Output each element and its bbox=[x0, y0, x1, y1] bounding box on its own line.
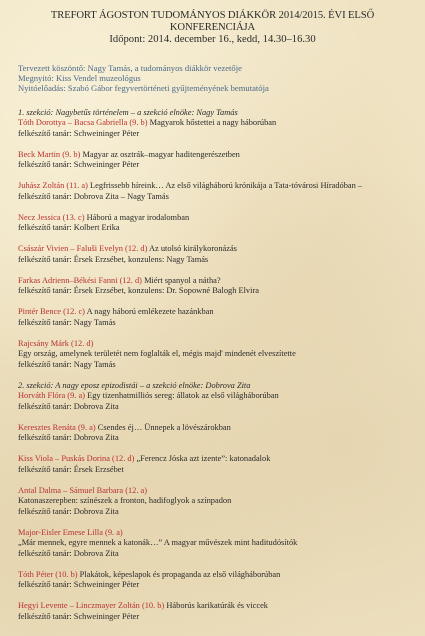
presentation-topic: A nagy háború emlékezete hazánkban bbox=[84, 307, 214, 317]
supervising-teacher: felkészítő tanár: Érsek Erzsébet, konzulens: Nagy Tamás bbox=[18, 254, 209, 264]
program-entry bbox=[18, 601, 417, 622]
presenter-names: Pintér Bence (12. c) bbox=[18, 307, 85, 317]
presentation-topic: Legfrissebb híreink… Az első világháború krónikája a Tata-tóvárosi Híradóban – bbox=[87, 181, 363, 191]
supervising-teacher: felkészítő tanár: Dobrova Zita bbox=[18, 548, 119, 558]
entry-heading bbox=[18, 486, 417, 497]
entry-heading bbox=[18, 276, 417, 287]
entry-heading bbox=[18, 423, 417, 434]
supervising-teacher: felkészítő tanár: Érsek Erzsébet bbox=[18, 464, 124, 474]
supervising-teacher: felkészítő tanár: Schweininger Péter bbox=[18, 160, 140, 170]
entry-heading bbox=[18, 391, 417, 402]
presentation-topic: Háború a magyar irodalomban bbox=[84, 212, 190, 222]
program-entry bbox=[18, 181, 417, 202]
conference-title: TREFORT ÁGOSTON TUDOMÁNYOS DIÁKKÖR 2014/2015. ÉVI ELSŐ KONFERENCIÁJA bbox=[50, 10, 375, 33]
presentation-topic: Magyarok hőstettei a nagy háborúban bbox=[147, 118, 277, 128]
program-entry bbox=[18, 339, 417, 371]
presenter-names: Juhász Zoltán (11. a) bbox=[18, 181, 88, 191]
presentation-topic: „Már mennek, egyre mennek a katonák…” A magyar művészek mint haditudósítók bbox=[18, 538, 298, 548]
supervising-teacher: felkészítő tanár: Dobrova Zita bbox=[18, 506, 119, 516]
presenter-names: Horváth Flóra (9. a) bbox=[18, 391, 85, 401]
program-entry bbox=[18, 391, 417, 412]
program-entry bbox=[18, 118, 417, 139]
supervising-teacher: felkészítő tanár: Nagy Tamás bbox=[18, 317, 116, 327]
presenter-names: Kiss Viola – Puskás Dorina (12. d) bbox=[18, 454, 135, 464]
presenter-names: Hegyi Levente – Linczmayer Zoltán (10. b) bbox=[18, 601, 165, 611]
entry-heading bbox=[18, 570, 417, 581]
supervising-teacher: felkészítő tanár: Érsek Erzsébet, konzulens: Dr. Sopowné Balogh Elvira bbox=[18, 286, 259, 296]
entry-heading bbox=[18, 181, 417, 192]
program-entry bbox=[18, 276, 417, 297]
program-entry bbox=[18, 150, 417, 171]
presenter-names: Tóth Péter (10. b) bbox=[18, 569, 78, 579]
entry-heading bbox=[18, 339, 417, 350]
entry-heading bbox=[18, 244, 417, 255]
presentation-topic: Az utolsó királykoronázás bbox=[147, 244, 237, 254]
header bbox=[8, 10, 417, 46]
presenter-names: Rajcsány Márk (12. d) bbox=[18, 338, 94, 348]
entry-heading bbox=[18, 601, 417, 612]
intro-block bbox=[18, 63, 417, 94]
program-entry bbox=[18, 244, 417, 265]
intro-lecture: Nyitóelőadás: Szabó Gábor fegyvertörténeti gyűjteményének bemutatója bbox=[18, 83, 269, 94]
presenter-names: Farkas Adrienn–Békési Fanni (12. d) bbox=[18, 275, 142, 285]
presenter-names: Tóth Dorottya – Bacsa Gabriella (9. b) bbox=[18, 118, 148, 128]
presenter-names: Major-Eisler Emese Lilla (9. a) bbox=[18, 527, 123, 537]
entry-heading bbox=[18, 528, 417, 539]
supervising-teacher: felkészítő tanár: Dobrova Zita bbox=[18, 401, 119, 411]
supervising-teacher: felkészítő tanár: Nagy Tamás bbox=[18, 359, 116, 369]
presentation-topic: Magyar az osztrák–magyar haditengerészetben bbox=[80, 149, 240, 159]
program-entry bbox=[18, 454, 417, 475]
supervising-teacher: felkészítő tanár: Dobrova Zita – Nagy Tamás bbox=[18, 191, 169, 201]
conference-date: Időpont: 2014. december 16., kedd, 14.30–16.30 bbox=[109, 34, 316, 45]
supervising-teacher: felkészítő tanár: Dobrova Zita bbox=[18, 433, 119, 443]
entry-heading bbox=[18, 213, 417, 224]
presentation-topic: Háborús karikatúrák és viccek bbox=[164, 601, 268, 611]
entry-heading bbox=[18, 118, 417, 129]
presentation-topic: Plakátok, képeslapok és propaganda az első világháborúban bbox=[77, 569, 281, 579]
program-entry bbox=[18, 570, 417, 591]
section-2-title: 2. szekció: A nagy eposz epizodistái – a szekció elnöke: Dobrova Zita bbox=[18, 380, 251, 390]
program-entry bbox=[18, 213, 417, 234]
presentation-topic: Miért spanyol a nátha? bbox=[141, 275, 221, 285]
section-2-list bbox=[18, 391, 417, 622]
section-1-list bbox=[18, 118, 417, 370]
presentation-topic: Egy ország, amelynek területét nem foglalták el, mégis majd' mindenét elveszítette bbox=[18, 349, 296, 359]
entry-heading bbox=[18, 307, 417, 318]
intro-greeting: Tervezett köszöntő: Nagy Tamás, a tudományos diákkör vezetője bbox=[18, 63, 242, 73]
presenter-names: Keresztes Renáta (9. a) bbox=[18, 422, 96, 432]
presenter-names: Antal Dalma – Sámuel Barbara (12. a) bbox=[18, 485, 148, 495]
presentation-topic: „Ferencz Jóska azt izente”: katonadalok bbox=[134, 454, 271, 464]
presenter-names: Necz Jessica (13. c) bbox=[18, 212, 85, 222]
program-entry bbox=[18, 423, 417, 444]
presenter-names: Beck Martin (9. b) bbox=[18, 149, 81, 159]
supervising-teacher: felkészítő tanár: Kolbert Erika bbox=[18, 223, 120, 233]
supervising-teacher: felkészítő tanár: Schweininger Péter bbox=[18, 128, 140, 138]
presentation-topic: Katonaszerepben: színészek a fronton, hadifoglyok a színpadon bbox=[18, 496, 232, 506]
presenter-names: Császár Vivien – Faluši Evelyn (12. d) bbox=[18, 244, 148, 254]
supervising-teacher: felkészítő tanár: Schweininger Péter bbox=[18, 611, 140, 621]
program-entry bbox=[18, 486, 417, 518]
program-entry bbox=[18, 528, 417, 560]
intro-opening: Megnyitó: Kiss Vendel muzeológus bbox=[18, 73, 141, 84]
program-entry bbox=[18, 307, 417, 328]
presentation-topic: Egy tizenhatmilliós sereg: állatok az első világháborúban bbox=[84, 391, 279, 401]
presentation-topic: Csendes éj… Ünnepek a lövészárokban bbox=[95, 422, 231, 432]
section-1-title: 1. szekció: Nagybetűs történelem – a szekció elnöke: Nagy Tamás bbox=[18, 107, 238, 117]
entry-heading bbox=[18, 454, 417, 465]
supervising-teacher: felkészítő tanár: Schweininger Péter bbox=[18, 580, 140, 590]
entry-heading bbox=[18, 150, 417, 161]
